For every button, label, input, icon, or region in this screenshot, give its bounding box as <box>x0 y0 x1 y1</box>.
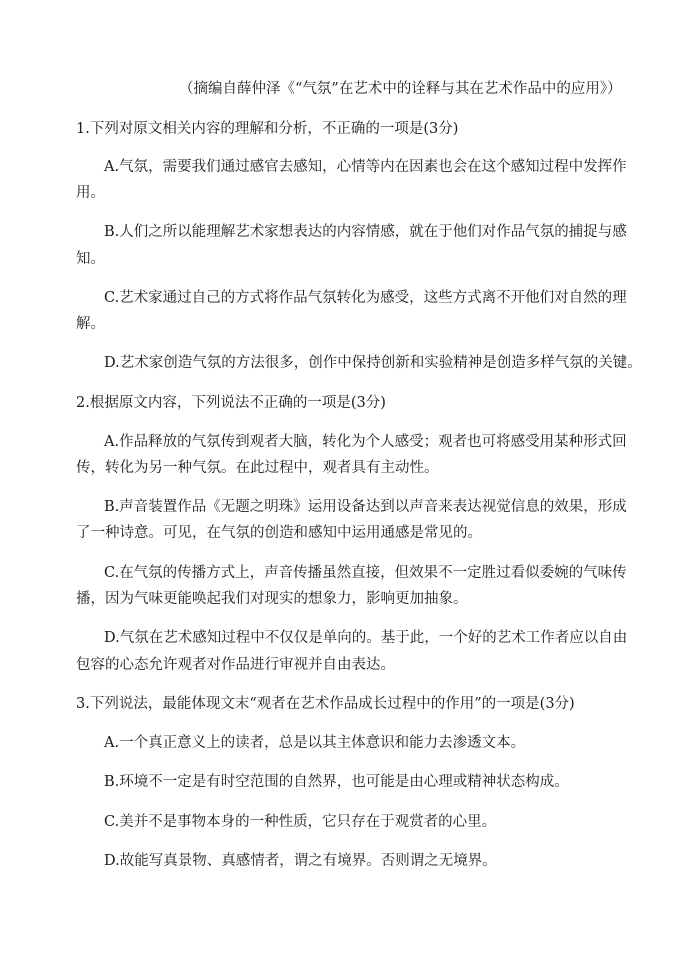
question-2-option-d-line-2: 包容的心态允许观者对作品进行审视并自由表达。 <box>76 657 395 673</box>
question-1-option-c-line-2: 解。 <box>76 316 105 332</box>
question-2-option-a-line-2: 传，转化为另一种气氛。在此过程中，观者具有主动性。 <box>76 460 439 476</box>
source-citation: （摘编自薛仲泽《“气氛”在艺术中的诠释与其在艺术作品中的应用》） <box>179 81 622 97</box>
question-3-option-c: C.美并不是事物本身的一种性质，它只存在于观赏者的心里。 <box>104 814 497 830</box>
question-3-option-a: A.一个真正意义上的读者，总是以其主体意识和能力去渗透文本。 <box>104 735 526 751</box>
question-2-option-d-line-1: D.气氛在艺术感知过程中不仅仅是单向的。基于此，一个好的艺术工作者应以自由 <box>104 630 628 646</box>
question-2-stem: 2.根据原文内容，下列说法不正确的一项是(3分) <box>76 395 386 411</box>
question-1-option-c-line-1: C.艺术家通过自己的方式将作品气氛转化为感受，这些方式离不开他们对自然的理 <box>104 290 627 306</box>
question-2-option-b-line-2: 了一种诗意。可见，在气氛的创造和感知中运用通感是常见的。 <box>76 525 482 541</box>
question-1-option-b-line-1: B.人们之所以能理解艺术家想表达的内容情感，就在于他们对作品气氛的捕捉与感 <box>104 224 627 240</box>
question-1-stem: 1.下列对原文相关内容的理解和分析，不正确的一项是(3分) <box>76 121 459 137</box>
question-3-option-d: D.故能写真景物、真感情者，谓之有境界。否则谓之无境界。 <box>104 853 497 869</box>
question-2-option-b-line-1: B.声音装置作品《无题之明珠》运用设备达到以声音来表达视觉信息的效果，形成 <box>104 499 627 515</box>
question-1-option-b-line-2: 知。 <box>76 251 105 267</box>
question-3-option-b: B.环境不一定是有时空范围的自然界，也可能是由心理或精神状态构成。 <box>104 774 569 790</box>
question-1-option-d-line-1: D.艺术家创造气氛的方法很多，创作中保持创新和实验精神是创造多样气氛的关键。 <box>104 355 642 371</box>
question-2-option-c-line-1: C.在气氛的传播方式上，声音传播虽然直接，但效果不一定胜过看似委婉的气味传 <box>104 565 627 581</box>
question-2-option-a-line-1: A.作品释放的气氛传到观者大脑，转化为个人感受；观者也可将感受用某种形式回 <box>104 434 627 450</box>
question-3-stem: 3.下列说法，最能体现文末“观者在艺术作品成长过程中的作用”的一项是(3分) <box>76 696 575 712</box>
question-1-option-a-line-2: 用。 <box>76 185 105 201</box>
question-2-option-c-line-2: 播，因为气味更能唤起我们对现实的想象力，影响更加抽象。 <box>76 591 468 607</box>
question-1-option-a-line-1: A.气氛，需要我们通过感官去感知，心情等内在因素也会在这个感知过程中发挥作 <box>104 159 627 175</box>
